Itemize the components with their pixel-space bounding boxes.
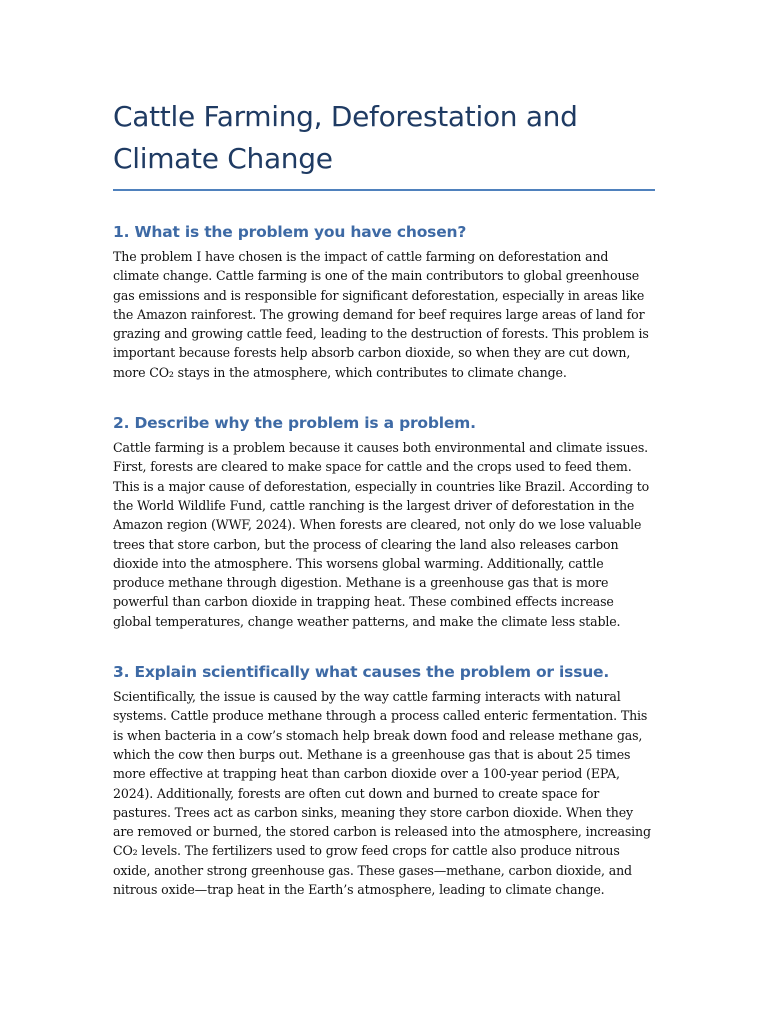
- section-body: Scientifically, the issue is caused by the way cattle farming interacts with natural systems. Cattle produce methane through a process called enteric fermentation. This is when bacteria in a cow’s stomach help break down food and release methane gas, which the cow then burps out. Methane is a greenhouse gas that is about 25 times more effective at trapping heat than carbon dioxide over a 100-year period (EPA, 2024). Additionally, forests are often cut down and burned to create space for pastures. Trees act as carbon sinks, meaning they store carbon dioxide. When they are removed or burned, the stored carbon is released into the atmosphere, increasing CO₂ levels. The fertilizers used to grow feed crops for cattle also produce nitrous oxide, another strong greenhouse gas. These gases—methane, carbon dioxide, and nitrous oxide—trap heat in the Earth’s atmosphere, leading to climate change.: [113, 689, 651, 898]
- section-why-problem: [113, 412, 655, 631]
- document-page: [113, 96, 655, 899]
- section-body: Cattle farming is a problem because it causes both environmental and climate issues. First, forests are cleared to make space for cattle and the crops used to feed them. This is a major cause of deforestation, especially in countries like Brazil. According to the World Wildlife Fund, cattle ranching is the largest driver of deforestation in the Amazon region (WWF, 2024). When forests are cleared, not only do we lose valuable trees that store carbon, but the process of clearing the land also releases carbon dioxide into the atmosphere. This worsens global warming. Additionally, cattle produce methane through digestion. Methane is a greenhouse gas that is more powerful than carbon dioxide in trapping heat. These combined effects increase global temperatures, change weather patterns, and make the climate less stable.: [113, 440, 650, 629]
- section-heading: 1. What is the problem you have chosen?: [113, 223, 467, 241]
- section-heading: 2. Describe why the problem is a problem.: [113, 414, 476, 433]
- section-problem-chosen: [113, 221, 655, 382]
- section-body: The problem I have chosen is the impact of cattle farming on deforestation and climate change. Cattle farming is one of the main contributors to global greenhouse gas emissions and is responsible for significant deforestation, especially in areas like the Amazon rainforest. The growing demand for beef requires large areas of land for grazing and growing cattle feed, leading to the destruction of forests. This problem is important because forests help absorb carbon dioxide, so when they are cut down, more CO₂ stays in the atmosphere, which contributes to climate change.: [113, 249, 649, 380]
- document-title: Cattle Farming, Deforestation and Climate Change: [113, 96, 655, 191]
- section-scientific-cause: [113, 661, 655, 899]
- section-heading: 3. Explain scientifically what causes the problem or issue.: [113, 663, 610, 682]
